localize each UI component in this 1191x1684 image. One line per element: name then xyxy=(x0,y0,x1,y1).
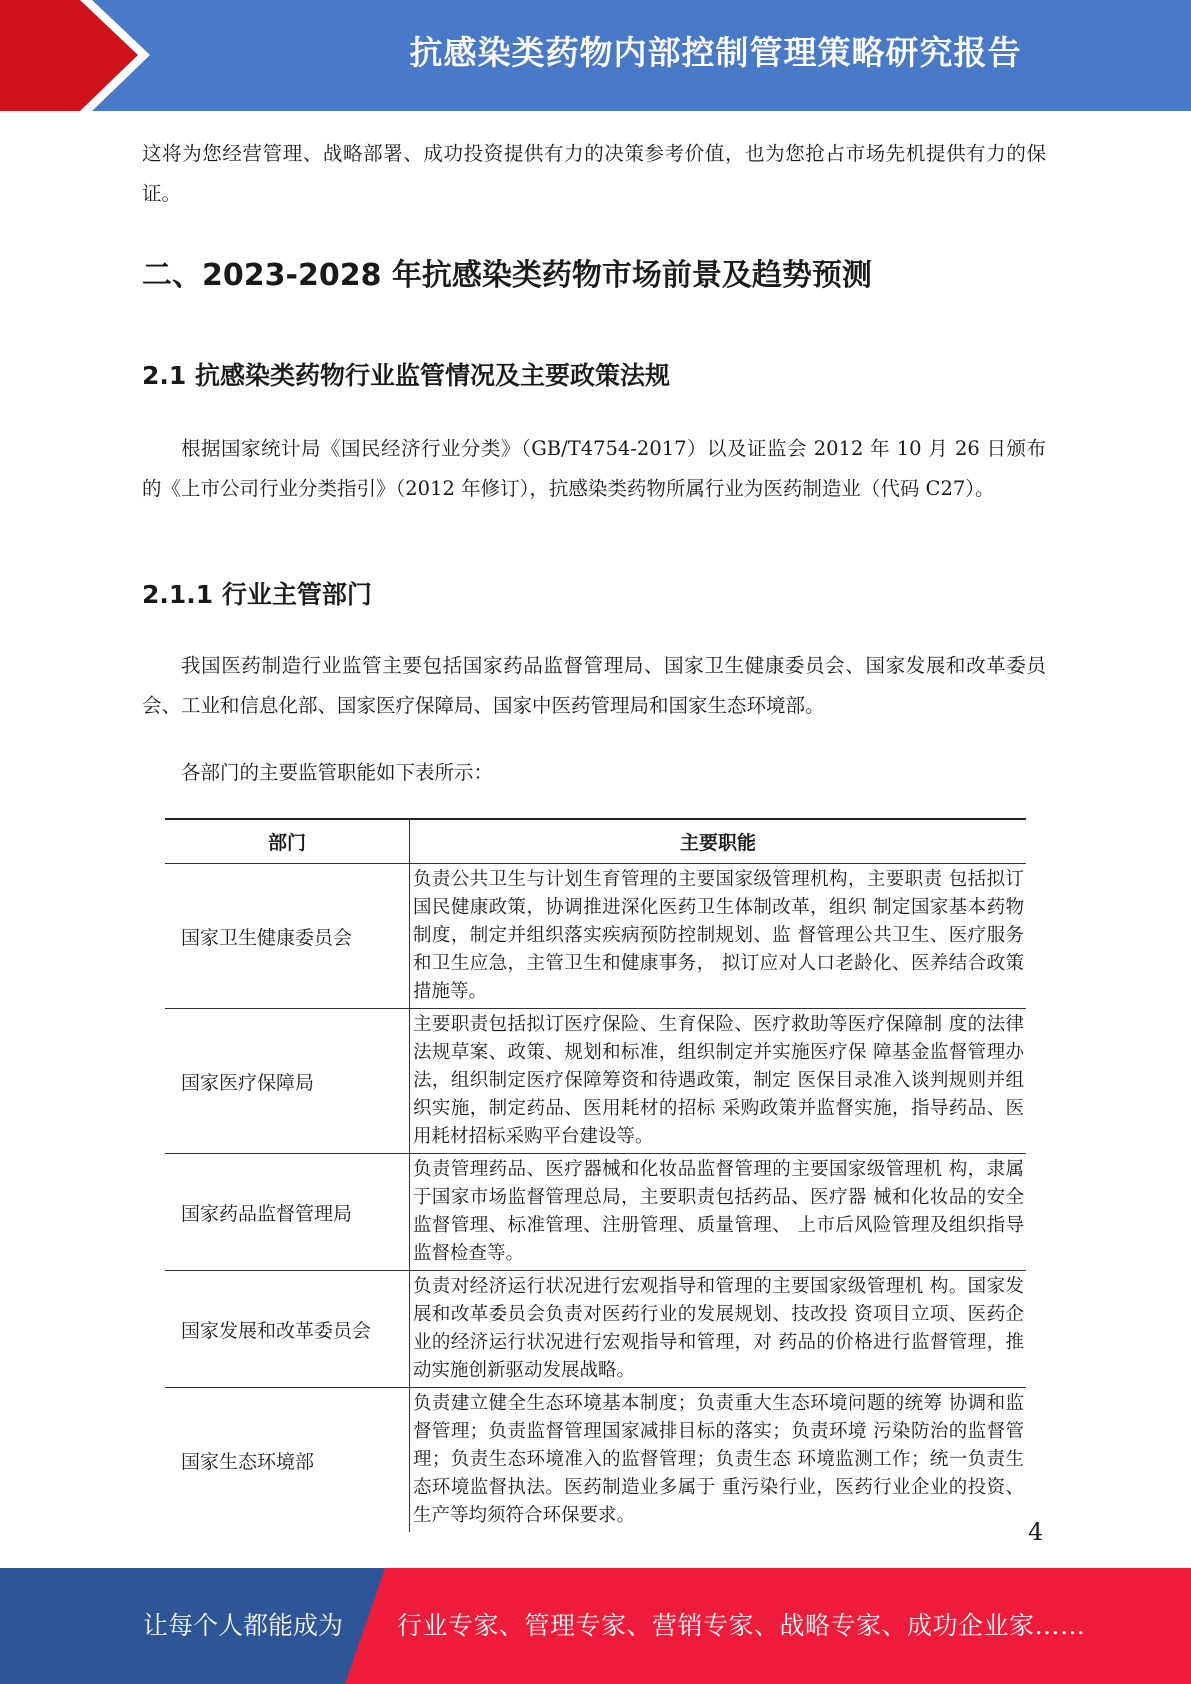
subsection-title: 2.1 抗感染类药物行业监管情况及主要政策法规 xyxy=(142,361,670,390)
header-duty: 主要职能 xyxy=(410,819,1027,864)
table-intro-block xyxy=(142,753,1046,793)
dept-paragraph: 我国医药制造行业监管主要包括国家药品监督管理局、国家卫生健康委员会、国家发展和改革委员会、工业和信息化部、国家医疗保障局、国家中医药管理局和国家生态环境部。 xyxy=(142,654,1046,717)
header-arrow-decoration xyxy=(0,0,160,111)
intro-block xyxy=(142,134,1046,214)
table-header-row xyxy=(165,819,1026,864)
subsection-body xyxy=(142,429,1046,509)
duty-cell: 负责管理药品、医疗器械和化妆品监督管理的主要国家级管理机 构，隶属于国家市场监督管理总局，主要职责包括药品、医疗器 械和化妆品的安全监督管理、标准管理、注册管理、质量管理、 上市后风险管理及组织指导监督检查等。 xyxy=(410,1154,1027,1271)
table-intro: 各部门的主要监管职能如下表所示： xyxy=(181,761,494,784)
intro-paragraph: 这将为您经营管理、战略部署、成功投资提供有力的决策参考价值，也为您抢占市场先机提供有力的保证。 xyxy=(142,142,1046,205)
dept-body xyxy=(142,646,1046,726)
table-row xyxy=(165,1009,1026,1154)
duty-cell: 负责公共卫生与计划生育管理的主要国家级管理机构，主要职责 包括拟订国民健康政策，协调推进深化医药卫生体制改革，组织 制定国家基本药物制度，制定并组织落实疾病预防控制规划、监 督管理公共卫生、医疗服务和卫生应急，主管卫生和健康事务， 拟订应对人口老龄化、医养结合政策措施等。 xyxy=(410,864,1027,1009)
dept-cell: 国家药品监督管理局 xyxy=(165,1154,410,1271)
regulator-table xyxy=(165,818,1026,1532)
dept-cell: 国家卫生健康委员会 xyxy=(165,864,410,1009)
subsubsection-title: 2.1.1 行业主管部门 xyxy=(142,580,372,609)
page-footer xyxy=(0,1568,1191,1684)
table-row xyxy=(165,1388,1026,1533)
page-header xyxy=(0,0,1191,111)
dept-cell: 国家发展和改革委员会 xyxy=(165,1271,410,1388)
table-row xyxy=(165,864,1026,1009)
dept-cell: 国家医疗保障局 xyxy=(165,1009,410,1154)
duty-cell: 主要职责包括拟订医疗保险、生育保险、医疗救助等医疗保障制 度的法律法规草案、政策、规划和标准，组织制定并实施医疗保 障基金监督管理办法，组织制定医疗保障筹资和待遇政策，制定 医保目录准入谈判规则并组织实施，制定药品、医用耗材的招标 采购政策并监督实施，指导药品、医用耗材招标采购平台建设等。 xyxy=(410,1009,1027,1154)
footer-slogan-right: 行业专家、管理专家、营销专家、战略专家、成功企业家…… xyxy=(397,1611,1086,1640)
page-number: 4 xyxy=(1028,1518,1044,1546)
table-row xyxy=(165,1154,1026,1271)
section-title: 二、2023-2028 年抗感染类药物市场前景及趋势预测 xyxy=(142,258,872,293)
duty-cell: 负责建立健全生态环境基本制度；负责重大生态环境问题的统筹 协调和监督管理；负责监督管理国家减排目标的落实；负责环境 污染防治的监督管理；负责生态环境准入的监督管理；负责生态 环境监测工作；统一负责生态环境监督执法。医药制造业多属于 重污染行业，医药行业企业的投资、生产等均须符合环保要求。 xyxy=(410,1388,1027,1533)
duty-cell: 负责对经济运行状况进行宏观指导和管理的主要国家级管理机 构。国家发展和改革委员会负责对医药行业的发展规划、技改投 资项目立项、医药企业的经济运行状况进行宏观指导和管理，对 药品的价格进行监督管理，推动实施创新驱动发展战略。 xyxy=(410,1271,1027,1388)
table-row xyxy=(165,1271,1026,1388)
header-dept: 部门 xyxy=(165,819,410,864)
dept-cell: 国家生态环境部 xyxy=(165,1388,410,1533)
footer-slogan-left: 让每个人都能成为 xyxy=(143,1611,344,1640)
subsection-paragraph: 根据国家统计局《国民经济行业分类》（GB/T4754-2017）以及证监会 2012 年 10 月 26 日颁布的《上市公司行业分类指引》（2012 年修订），抗感染类药物所属行业为医药制造业（代码 C27）。 xyxy=(142,437,1046,500)
report-title: 抗感染类药物内部控制管理策略研究报告 xyxy=(409,33,1022,72)
